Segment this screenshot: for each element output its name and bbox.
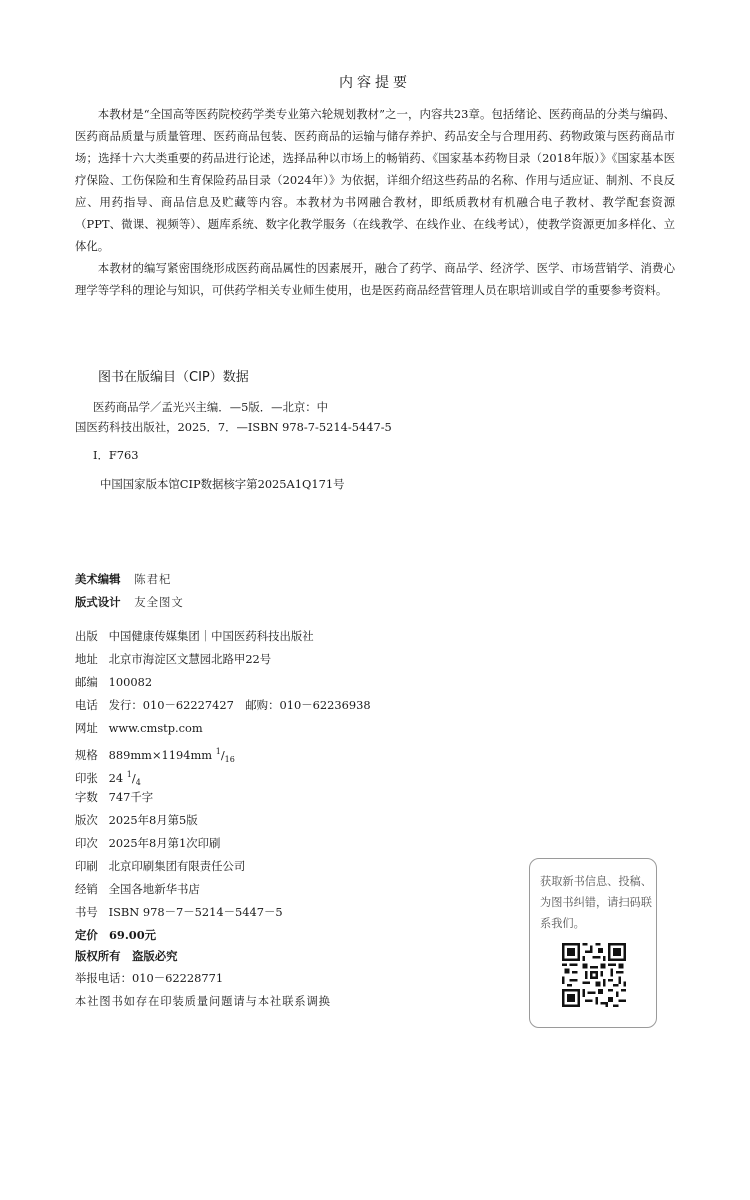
summary-paragraph-2: 本教材的编写紧密围绕形成医药商品属性的因素展开，融合了药学、商品学、经济学、医学、市场营销学、消费心理学等学科的理论与知识，可供药学相关专业师生使用，也是医药商品经营管理人员在职培训或自学的重要参考资料。 — [75, 261, 675, 297]
info-value: 2025年8月第5版 — [108, 813, 198, 827]
cip-heading: 图书在版编目（CIP）数据 — [98, 370, 249, 385]
info-key: 出版 — [75, 629, 98, 643]
layout-design-name: 友全图文 — [134, 595, 184, 609]
info-value: 889mm×1194mm — [108, 747, 213, 762]
info-row-edition — [75, 809, 515, 832]
info-value: 全国各地新华书店 — [108, 882, 200, 896]
info-key: 字数 — [75, 790, 98, 804]
info-key: 网址 — [75, 721, 98, 735]
info-row-word-count — [75, 786, 515, 809]
publication-info — [75, 625, 515, 947]
info-row-price — [75, 924, 515, 947]
art-editor-credit — [75, 571, 171, 587]
cip-line-1: 医药商品学／孟光兴主编．—5版．—北京：中 — [93, 400, 329, 414]
art-editor-name: 陈君杞 — [134, 572, 172, 586]
info-value: 发行：010－62227427 邮购：010－62236938 — [108, 698, 371, 712]
info-row-format: 规格 889mm×1194mm $^1/_{16}$ — [75, 740, 515, 763]
info-value: 北京印刷集团有限责任公司 — [108, 859, 246, 873]
info-row-printing — [75, 832, 515, 855]
cip-classification: Ⅰ．F763 — [93, 448, 139, 462]
report-phone: 举报电话：010－62228771 — [75, 971, 224, 985]
info-key: 版次 — [75, 813, 98, 827]
art-editor-label: 美术编辑 — [75, 572, 121, 586]
info-row-address — [75, 648, 515, 671]
contact-card — [529, 858, 657, 1028]
fraction-denominator: 4 — [135, 778, 141, 788]
info-value: 中国健康传媒集团｜中国医药科技出版社 — [108, 629, 314, 643]
quality-notice: 本社图书如存在印装质量问题请与本社联系调换 — [75, 995, 331, 1008]
copyright-notice: 版权所有 盗版必究 — [75, 949, 178, 963]
cip-record-number: 中国国家版本馆CIP数据核字第2025A1Q171号 — [100, 477, 345, 491]
contact-card-text: 获取新书信息、投稿、为图书纠错，请扫码联系我们。 — [540, 875, 652, 930]
info-row-isbn — [75, 901, 515, 924]
info-row-sheets: 印张 24 $^1/_4$ — [75, 763, 515, 786]
info-value: 24 — [108, 770, 124, 785]
info-value: 69.00元 — [108, 928, 157, 942]
info-value: 100082 — [108, 675, 153, 689]
info-key: 邮编 — [75, 675, 98, 689]
info-row-postcode — [75, 671, 515, 694]
fraction-numerator: 1 — [215, 747, 221, 756]
info-key: 电话 — [75, 698, 98, 712]
info-key: 规格 — [75, 747, 98, 762]
info-value: ISBN 978－7－5214－5447－5 — [108, 905, 283, 919]
info-value: 747千字 — [108, 790, 154, 804]
info-key: 经销 — [75, 882, 98, 896]
info-key: 书号 — [75, 905, 98, 919]
info-key: 印张 — [75, 770, 98, 785]
info-value: 北京市海淀区文慧园北路甲22号 — [108, 652, 272, 666]
summary-paragraph-1: 本教材是“全国高等医药院校药学类专业第六轮规划教材”之一，内容共23章。包括绪论、医药商品的分类与编码、医药商品质量与质量管理、医药商品包装、医药商品的运输与储存养护、药品安全与合理用药、药物政策与医药商品市场；选择十六大类重要的药品进行论述，选择品种以市场上的畅销药、《国家基本药物目录（2018年版）》《国家基本医疗保险、工伤保险和生育保险药品目录（2024年）》为依据，详细介绍这些药品的名称、作用与适应证、制剂、不良反应、用药指导、商品信息及贮藏等内容。本教材为书网融合教材，即纸质教材有机融合电子教材、教学配套资源（PPT、微课、视频等）、题库系统、数字化教学服务（在线教学、在线作业、在线考试），使教学资源更加多样化、立体化。 — [75, 107, 675, 253]
summary-text — [75, 103, 675, 301]
fraction-numerator: 1 — [126, 770, 132, 779]
info-key: 地址 — [75, 652, 98, 666]
info-row-website — [75, 717, 515, 740]
info-value: www.cmstp.com — [108, 721, 203, 735]
info-row-phone — [75, 694, 515, 717]
info-key: 定价 — [75, 928, 98, 942]
info-key: 印次 — [75, 836, 98, 850]
qr-code-icon[interactable] — [562, 943, 626, 1007]
info-key: 印刷 — [75, 859, 98, 873]
info-row-publisher — [75, 625, 515, 648]
layout-design-label: 版式设计 — [75, 595, 121, 609]
info-value: 2025年8月第1次印刷 — [108, 836, 221, 850]
fraction-denominator: 16 — [224, 755, 235, 765]
cip-line-2: 国医药科技出版社，2025．7．—ISBN 978-7-5214-5447-5 — [75, 420, 392, 434]
info-row-distributor — [75, 878, 515, 901]
info-row-printer — [75, 855, 515, 878]
layout-design-credit — [75, 594, 184, 610]
summary-heading: 内容提要 — [339, 75, 411, 91]
